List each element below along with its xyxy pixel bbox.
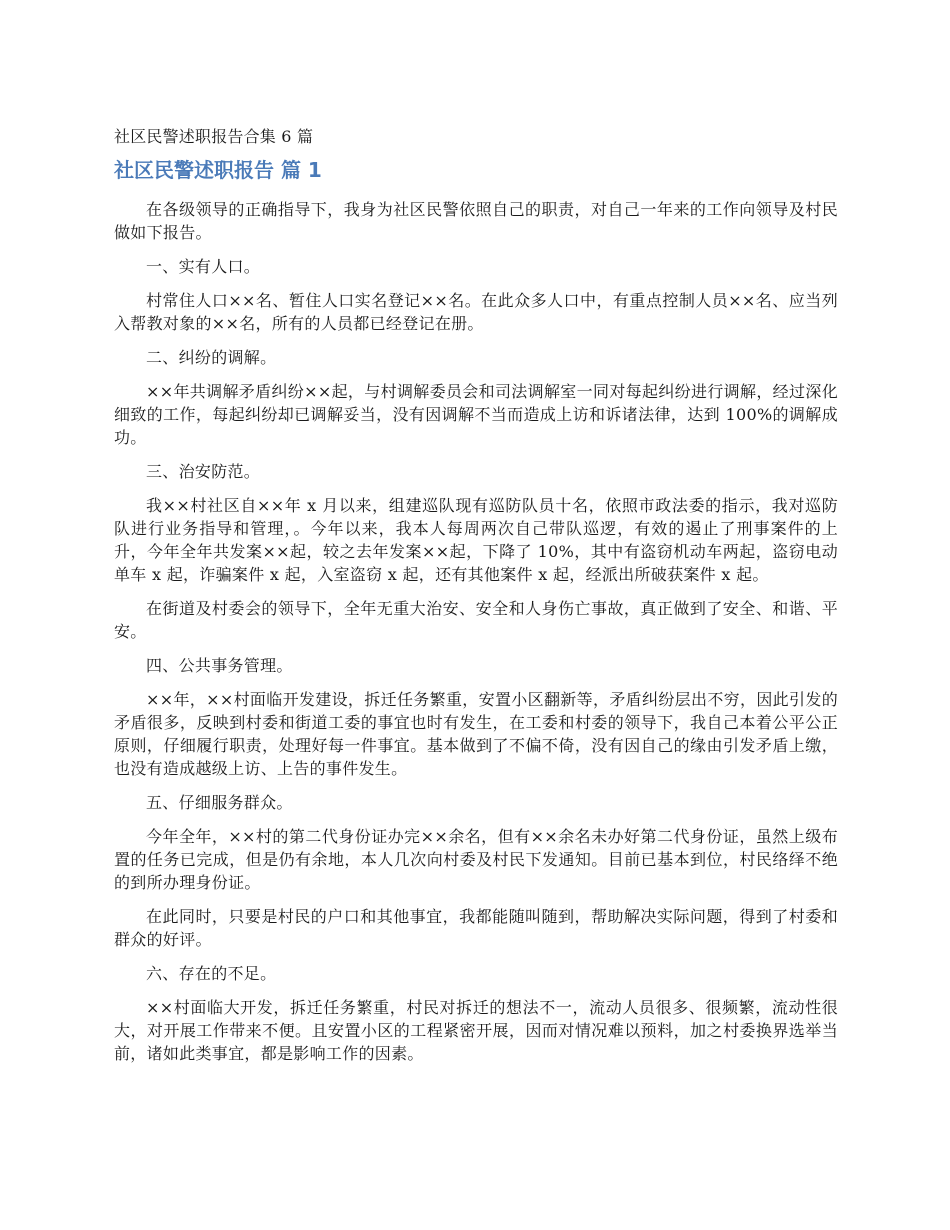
paragraph-on-call: 在此同时，只要是村民的户口和其他事宜，我都能随叫随到，帮助解决实际问题，得到了村委和群众的好评。	[114, 907, 838, 949]
document-page	[114, 124, 838, 1076]
paragraph-shortcomings: ××村面临大开发，拆迁任务繁重，村民对拆迁的想法不一，流动人员很多、很频繁，流动性很大，对开展工作带来不便。且安置小区的工程紧密开展，因而对情况难以预料，加之村委换界选举当前，诸如此类事宜，都是影响工作的因素。	[114, 998, 838, 1063]
paragraph-safety-result: 在街道及村委会的领导下，全年无重大治安、安全和人身伤亡事故，真正做到了安全、和谐、平安。	[114, 599, 838, 641]
heading-population: 一、实有人口。	[146, 257, 261, 276]
heading-dispute-mediation: 二、纠纷的调解。	[146, 348, 277, 367]
heading-shortcomings: 六、存在的不足。	[146, 964, 277, 983]
paragraph-id-cards: 今年全年，××村的第二代身份证办完××余名，但有××余名未办好第二代身份证，虽然上级布置的任务已完成，但是仍有余地，本人几次向村委及村民下发通知。目前已基本到位，村民络绎不绝的到所办理身份证。	[114, 827, 838, 892]
section-heading: 社区民警述职报告 篇 1	[114, 158, 322, 182]
paragraph-population: 村常住人口××名、暂住人口实名登记××名。在此众多人口中，有重点控制人员××名、应当列入帮教对象的××名，所有的人员都已经登记在册。	[114, 291, 838, 333]
paragraph-intro: 在各级领导的正确指导下，我身为社区民警依照自己的职责，对自己一年来的工作向领导及村民做如下报告。	[114, 200, 838, 242]
paragraph-public-affairs: ××年，××村面临开发建设，拆迁任务繁重，安置小区翻新等，矛盾纠纷层出不穷，因此引发的矛盾很多，反映到村委和街道工委的事宜也时有发生，在工委和村委的领导下，我自己本着公平公正原则，仔细履行职责，处理好每一件事宜。基本做到了不偏不倚，没有因自己的缘由引发矛盾上缴，也没有造成越级上访、上告的事件发生。	[114, 690, 838, 778]
document-title: 社区民警述职报告合集 6 篇	[114, 127, 314, 146]
heading-serve-public: 五、仔细服务群众。	[146, 793, 293, 812]
heading-public-security: 三、治安防范。	[146, 462, 261, 481]
paragraph-dispute-mediation: ××年共调解矛盾纠纷××起，与村调解委员会和司法调解室一同对每起纠纷进行调解，经过深化细致的工作，每起纠纷却已调解妥当，没有因调解不当而造成上访和诉诸法律，达到 100%的调解成功。	[114, 382, 838, 447]
paragraph-public-security: 我××村社区自××年 x 月以来，组建巡队现有巡防队员十名，依照市政法委的指示，我对巡防队进行业务指导和管理，。今年以来，我本人每周两次自己带队巡逻，有效的遏止了刑事案件的上升，今年全年共发案××起，较之去年发案××起，下降了 10%，其中有盗窃机动车两起，盗窃电动单车 x 起，诈骗案件 x 起，入室盗窃 x 起，还有其他案件 x 起，经派出所破获案件 x 起。	[114, 496, 838, 584]
heading-public-affairs: 四、公共事务管理。	[146, 656, 293, 675]
